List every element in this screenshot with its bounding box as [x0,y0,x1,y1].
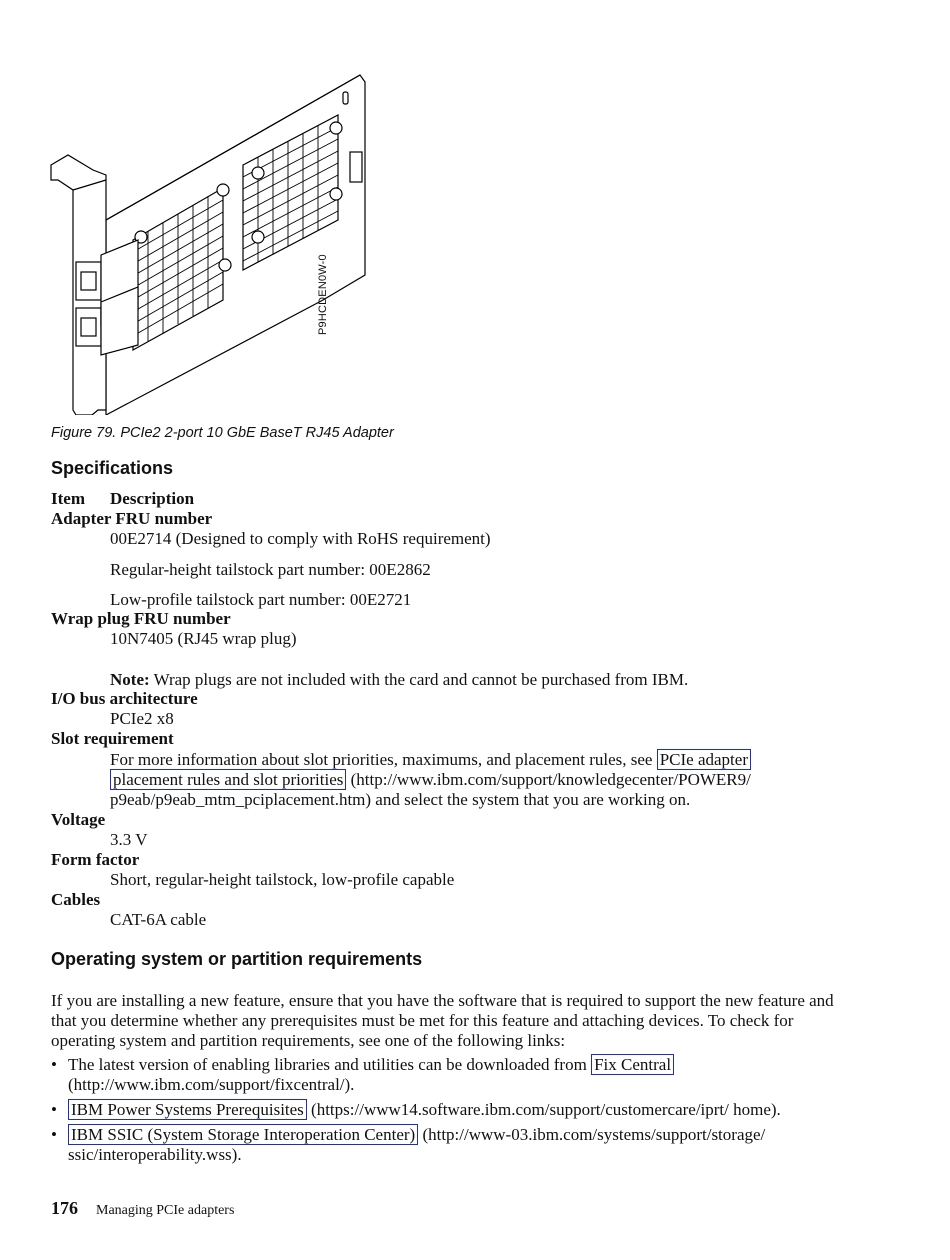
placement-url: (http://www.ibm.com/support/knowledgecenter/POWER9/ [346,770,751,789]
list-item-text: The latest version of enabling libraries and utilities can be downloaded from [68,1055,592,1074]
low-profile-tailstock-part: Low-profile tailstock part number: 00E2721 [110,590,412,609]
power-prerequisites-url: (https://www14.software.ibm.com/support/customercare/iprt/ home). [306,1100,781,1119]
wrap-plug-value: 10N7405 (RJ45 wrap plug) [110,629,297,648]
slot-requirement-line-3: p9eab/p9eab_mtm_pciplacement.htm) and select the system that you are working on. [110,790,691,809]
os-requirements-intro: If you are installing a new feature, ensure that you have the software that is required to support the new feature and that you determine whether any prerequisites must be met for this feature and attaching devices. To check for operating system and partition requirements, see one of the following links: [51,991,834,1050]
cables-term: Cables [51,890,101,909]
wrap-plug-note [110,670,688,690]
specifications-heading: Specifications [51,458,174,478]
ibm-ssic-link[interactable]: IBM SSIC (System Storage Interoperation Center) [68,1124,418,1145]
note-label: Note: [110,670,150,689]
requirements-link-list [51,1055,851,1170]
ibm-ssic-url: (http://www-03.ibm.com/systems/support/storage/ ssic/interoperability.wss). [68,1125,766,1164]
slot-requirement-line-2 [110,770,751,790]
io-bus-term: I/O bus architecture [51,689,198,708]
bullet: • [51,1125,57,1144]
slot-requirement-term: Slot requirement [51,729,174,748]
fix-central-url: (http://www.ibm.com/support/fixcentral/). [68,1075,355,1094]
page-footer [51,1198,234,1219]
adapter-fru-term: Adapter FRU number [51,509,213,528]
bullet: • [51,1100,57,1119]
item-column-header: Item [51,489,85,508]
description-column-header: Description [110,489,195,508]
slot-requirement-line-1 [110,750,751,770]
voltage-value: 3.3 V [110,830,148,849]
fix-central-link[interactable]: Fix Central [591,1054,674,1075]
pcie-placement-link-continued[interactable]: placement rules and slot priorities [110,769,346,790]
adapter-fru-value: 00E2714 (Designed to comply with RoHS requirement) [110,529,491,548]
figure-id-label: P9HCDEN0W-0 [317,254,329,335]
os-requirements-heading: Operating system or partition requirements [51,949,423,969]
cables-value: CAT-6A cable [110,910,207,929]
slot-requirement-text: For more information about slot priorities, maximums, and placement rules, see [110,750,657,769]
wrap-plug-term: Wrap plug FRU number [51,609,231,628]
io-bus-value: PCIe2 x8 [110,709,174,728]
figure-caption: Figure 79. PCIe2 2-port 10 GbE BaseT RJ45 Adapter [51,425,394,441]
list-item [51,1100,851,1120]
pcie-placement-link[interactable]: PCIe adapter [657,749,751,770]
list-item [51,1055,851,1095]
page-number: 176 [51,1198,78,1218]
form-factor-term: Form factor [51,850,140,869]
adapter-illustration [48,70,378,415]
note-text: Wrap plugs are not included with the card and cannot be purchased from IBM. [153,670,689,689]
bullet: • [51,1055,57,1074]
footer-title: Managing PCIe adapters [96,1203,235,1218]
power-prerequisites-link[interactable]: IBM Power Systems Prerequisites [68,1099,307,1120]
list-item [51,1125,851,1165]
form-factor-value: Short, regular-height tailstock, low-profile capable [110,870,455,889]
regular-tailstock-part: Regular-height tailstock part number: 00E2862 [110,560,431,579]
voltage-term: Voltage [51,810,106,829]
